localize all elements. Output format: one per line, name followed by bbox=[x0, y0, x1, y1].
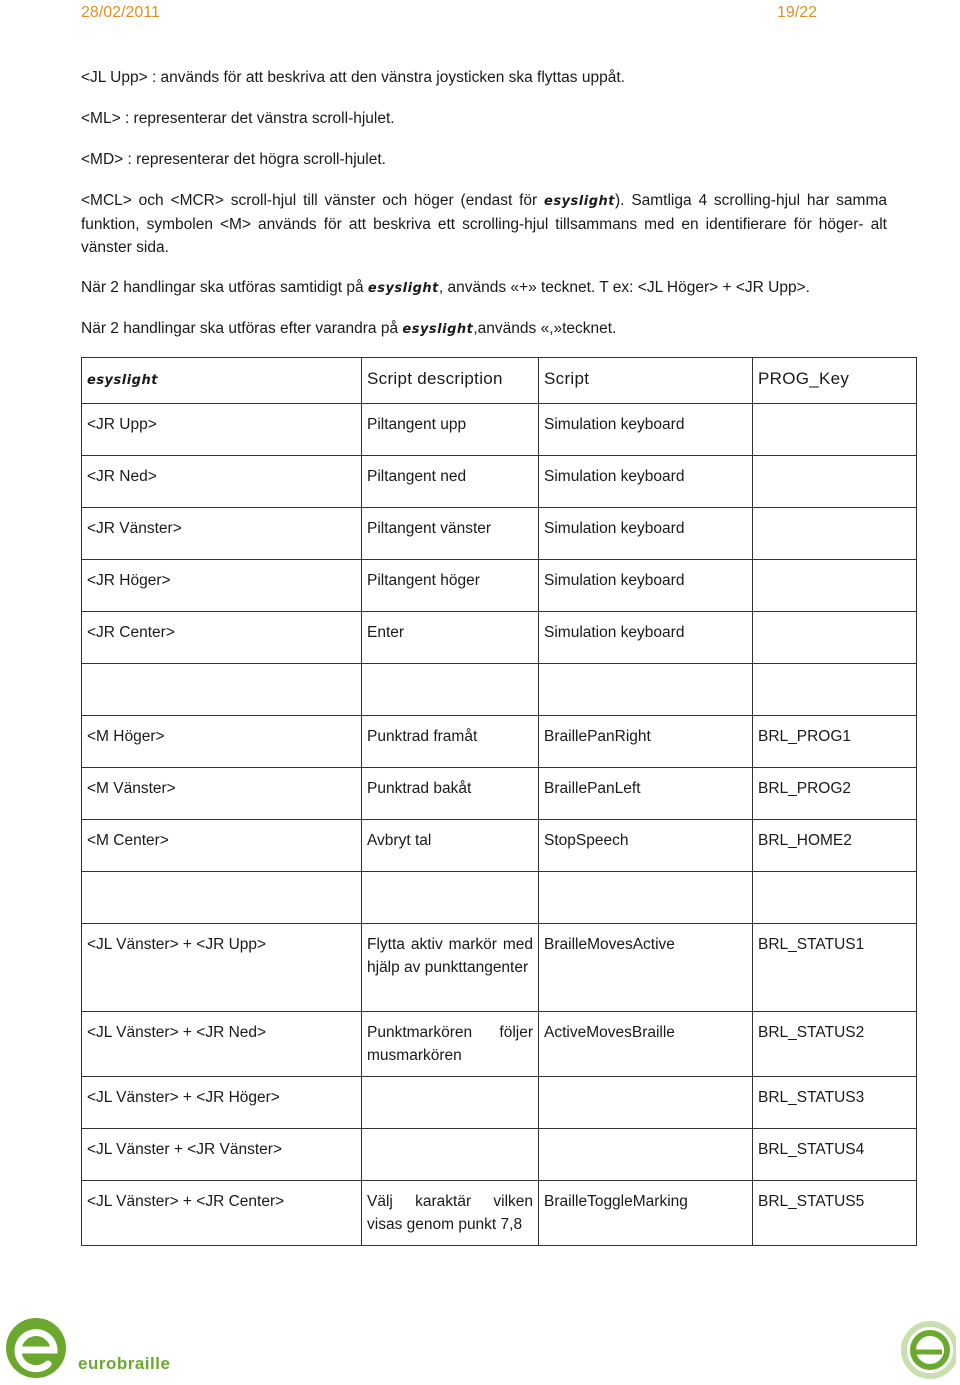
cell-description bbox=[362, 872, 539, 924]
cell-script: BrailleToggleMarking bbox=[539, 1181, 753, 1246]
paragraph-text: När 2 handlingar ska utföras samtidigt på bbox=[81, 279, 368, 296]
cell-key: <M Höger> bbox=[82, 716, 362, 768]
cell-description: Piltangent ned bbox=[362, 456, 539, 508]
cell-description: Piltangent upp bbox=[362, 404, 539, 456]
cell-key: <M Center> bbox=[82, 820, 362, 872]
cell-key: <JL Vänster> + <JR Upp> bbox=[82, 924, 362, 1012]
cell-description: Punktmarkören följer musmarkören bbox=[362, 1012, 539, 1077]
cell-script: BraillePanLeft bbox=[539, 768, 753, 820]
cell-description bbox=[362, 664, 539, 716]
cell-key: <JL Vänster> + <JR Center> bbox=[82, 1181, 362, 1246]
table-header-row bbox=[82, 358, 917, 404]
table-row bbox=[82, 404, 917, 456]
paragraph-text: , används «+» tecknet. T ex: <JL Höger> + <JR Upp>. bbox=[438, 279, 810, 296]
cell-prog-key bbox=[753, 664, 917, 716]
header-cell-device bbox=[82, 358, 362, 404]
paragraph-text: ,används «,»tecknet. bbox=[473, 320, 617, 337]
header-cell-description: Script description bbox=[362, 358, 539, 404]
eurobraille-logo-icon bbox=[4, 1316, 68, 1385]
table-row bbox=[82, 1181, 917, 1246]
eurobraille-wordmark: eurobraille bbox=[78, 1354, 171, 1373]
paragraph-scroll-wheels bbox=[81, 189, 887, 259]
cell-prog-key bbox=[753, 508, 917, 560]
paragraph-sequential bbox=[81, 317, 887, 341]
paragraph-simultaneous bbox=[81, 276, 887, 300]
header-date: 28/02/2011 bbox=[81, 4, 160, 21]
esyslight-logo: esyslight bbox=[402, 322, 474, 337]
cell-prog-key: BRL_PROG1 bbox=[753, 716, 917, 768]
cell-script: Simulation keyboard bbox=[539, 456, 753, 508]
cell-key bbox=[82, 872, 362, 924]
header-page-number: 19/22 bbox=[776, 4, 817, 21]
cell-prog-key bbox=[753, 456, 917, 508]
table-row-empty bbox=[82, 664, 917, 716]
table-row bbox=[82, 560, 917, 612]
cell-prog-key: BRL_STATUS1 bbox=[753, 924, 917, 1012]
table-row bbox=[82, 820, 917, 872]
cell-description bbox=[362, 1077, 539, 1129]
table-row bbox=[82, 716, 917, 768]
esyslight-logo: esyslight bbox=[87, 373, 158, 388]
key-mapping-table bbox=[81, 357, 917, 1246]
cell-script: Simulation keyboard bbox=[539, 404, 753, 456]
cell-key: <JL Vänster + <JR Vänster> bbox=[82, 1129, 362, 1181]
cell-description: Avbryt tal bbox=[362, 820, 539, 872]
cell-prog-key: BRL_HOME2 bbox=[753, 820, 917, 872]
cell-description: Flytta aktiv markör med hjälp av punkttangenter bbox=[362, 924, 539, 1012]
cell-description: Enter bbox=[362, 612, 539, 664]
cell-prog-key: BRL_PROG2 bbox=[753, 768, 917, 820]
cell-key: <JR Upp> bbox=[82, 404, 362, 456]
table-row bbox=[82, 1012, 917, 1077]
table-row-empty bbox=[82, 872, 917, 924]
esyslight-logo: esyslight bbox=[544, 194, 615, 209]
cell-key: <JR Center> bbox=[82, 612, 362, 664]
paragraph-ml: <ML> : representerar det vänstra scroll-hjulet. bbox=[81, 110, 395, 127]
cell-key: <JL Vänster> + <JR Ned> bbox=[82, 1012, 362, 1077]
cell-key bbox=[82, 664, 362, 716]
cell-script: ActiveMovesBraille bbox=[539, 1012, 753, 1077]
cell-prog-key bbox=[753, 612, 917, 664]
cell-script bbox=[539, 872, 753, 924]
cell-script: StopSpeech bbox=[539, 820, 753, 872]
cell-description bbox=[362, 1129, 539, 1181]
cell-prog-key: BRL_STATUS2 bbox=[753, 1012, 917, 1077]
cell-script: BrailleMovesActive bbox=[539, 924, 753, 1012]
cell-key: <JR Ned> bbox=[82, 456, 362, 508]
cell-script: Simulation keyboard bbox=[539, 508, 753, 560]
table-row bbox=[82, 612, 917, 664]
paragraph-text: <MCL> och <MCR> scroll-hjul till vänster och höger (endast för bbox=[81, 192, 545, 209]
cell-prog-key: BRL_STATUS5 bbox=[753, 1181, 917, 1246]
table-row bbox=[82, 508, 917, 560]
cell-script bbox=[539, 664, 753, 716]
table-row bbox=[82, 768, 917, 820]
cell-description: Punktrad bakåt bbox=[362, 768, 539, 820]
cell-prog-key bbox=[753, 560, 917, 612]
header-cell-prog-key: PROG_Key bbox=[753, 358, 917, 404]
header-cell-script: Script bbox=[539, 358, 753, 404]
table-row bbox=[82, 924, 917, 1012]
cell-prog-key: BRL_STATUS3 bbox=[753, 1077, 917, 1129]
paragraph-text: ). Samtliga 4 scrolling-hjul har samma funktion, symbolen <M> används för att beskriva ett scrolling-hjul tillsammans med en identifierare för höger- alt vänster sida. bbox=[81, 192, 887, 256]
cell-prog-key bbox=[753, 872, 917, 924]
cell-prog-key: BRL_STATUS4 bbox=[753, 1129, 917, 1181]
cell-key: <JR Vänster> bbox=[82, 508, 362, 560]
cell-description: Punktrad framåt bbox=[362, 716, 539, 768]
cell-key: <M Vänster> bbox=[82, 768, 362, 820]
paragraph-text: När 2 handlingar ska utföras efter varandra på bbox=[81, 320, 403, 337]
table-row bbox=[82, 1077, 917, 1129]
paragraph-jl-upp: <JL Upp> : används för att beskriva att den vänstra joysticken ska flyttas uppåt. bbox=[81, 69, 625, 86]
cell-description: Välj karaktär vilken visas genom punkt 7,8 bbox=[362, 1181, 539, 1246]
table-row bbox=[82, 456, 917, 508]
esyslight-logo: esyslight bbox=[367, 281, 439, 296]
eurobraille-corner-icon bbox=[896, 1316, 956, 1385]
cell-script bbox=[539, 1077, 753, 1129]
cell-script: Simulation keyboard bbox=[539, 560, 753, 612]
paragraph-md: <MD> : representerar det högra scroll-hjulet. bbox=[81, 151, 386, 168]
cell-key: <JL Vänster> + <JR Höger> bbox=[82, 1077, 362, 1129]
cell-description: Piltangent höger bbox=[362, 560, 539, 612]
cell-prog-key bbox=[753, 404, 917, 456]
cell-script bbox=[539, 1129, 753, 1181]
cell-key: <JR Höger> bbox=[82, 560, 362, 612]
table-row bbox=[82, 1129, 917, 1181]
cell-script: Simulation keyboard bbox=[539, 612, 753, 664]
cell-script: BraillePanRight bbox=[539, 716, 753, 768]
cell-description: Piltangent vänster bbox=[362, 508, 539, 560]
